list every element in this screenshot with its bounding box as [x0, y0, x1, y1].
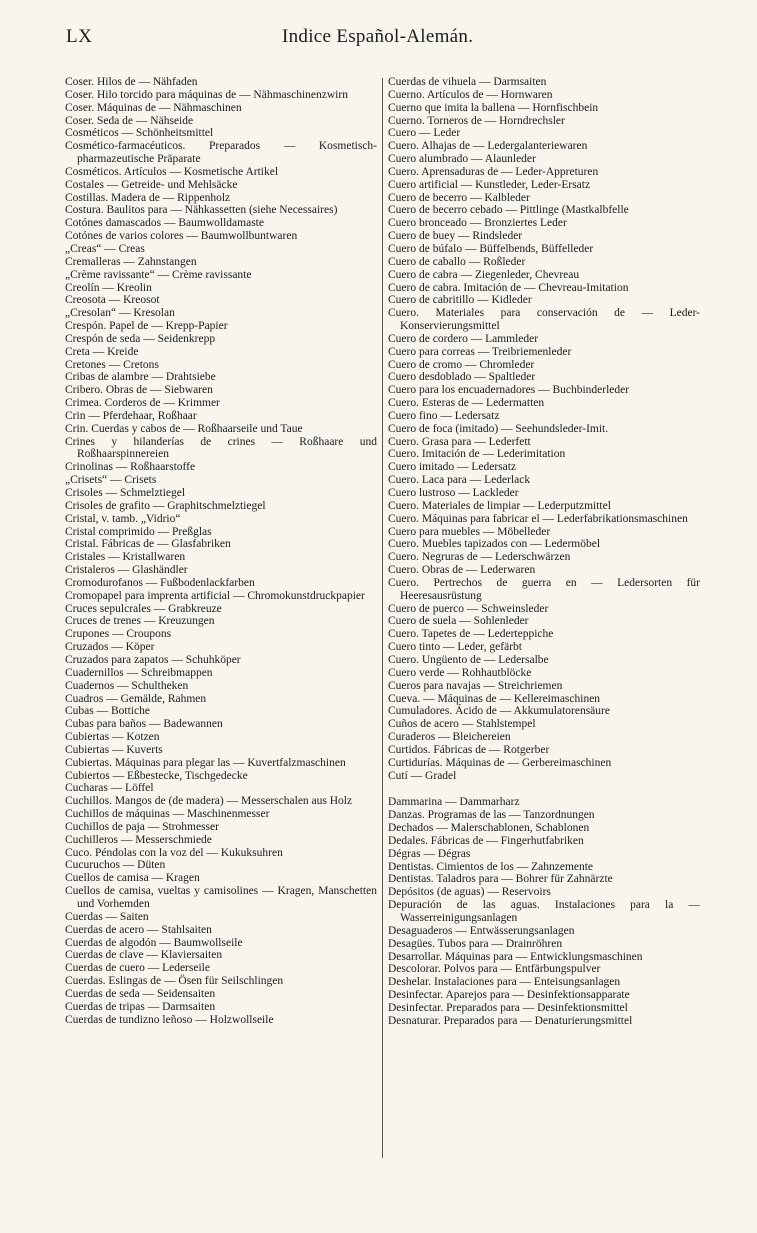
- index-entry: Crupones — Croupons: [65, 628, 172, 641]
- index-entry: Cuero para muebles — Möbelleder: [388, 525, 551, 538]
- index-entry: Crisoles — Schmelztiegel: [65, 487, 186, 499]
- index-entry: Coser. Hilo torcido para máquinas de — Nähmaschinenzwirn: [65, 88, 348, 101]
- index-entry: Cuero verde — Rohhautblöcke: [388, 666, 532, 679]
- index-entry: Cuchillos de paja — Strohmesser: [65, 820, 219, 833]
- index-entry: Dechados — Malerschablonen, Schablonen: [388, 822, 590, 835]
- section-gap: [388, 782, 700, 796]
- index-entry: Danzas. Programas de las — Tanzordnungen: [388, 809, 595, 822]
- left-column: [65, 76, 377, 1026]
- index-entry: Dentistas. Taladros para — Bohrer für Zahnärzte: [388, 873, 613, 886]
- index-entry: Cuero. Máquinas para fabricar el — Lederfabrikationsmaschinen: [388, 512, 688, 525]
- index-entry: Cuero para correas — Treibriemenleder: [388, 345, 572, 358]
- column-divider: [382, 78, 383, 1158]
- index-entry: Desagües. Tubos para — Drainröhren: [388, 937, 563, 950]
- index-entry: Cucharas — Löffel: [65, 782, 154, 795]
- index-entry: Cosméticos — Schönheitsmittel: [65, 127, 214, 140]
- index-entry: Cribas de alambre — Drahtsiebe: [65, 371, 216, 384]
- index-entry: Cruces de trenes — Kreuzungen: [65, 615, 215, 628]
- index-entry: Cuchillos. Mangos de (de madera) — Messerschalen aus Holz: [65, 795, 353, 808]
- index-entry: Cuerdas de cuero — Lederseile: [65, 962, 210, 975]
- index-entry: Cuero de cromo — Chromleder: [388, 358, 535, 371]
- index-entry: Crin. Cuerdas y cabos de — Roßhaarseile und Taue: [65, 422, 303, 435]
- index-entry: Cuero. Negruras de — Lederschwärzen: [388, 551, 571, 564]
- index-entry: Cuero. Grasa para — Lederfett: [388, 435, 531, 448]
- index-entry: Desinfectar. Aparejos para — Desinfektionsapparate: [388, 989, 630, 1002]
- index-entry: Cruces sepulcrales — Grabkreuze: [65, 602, 222, 615]
- index-entry: Cucuruchos — Düten: [65, 859, 166, 872]
- index-entry: Cuerdas — Saiten: [65, 910, 149, 923]
- index-entry: Curtidos. Fábricas de — Rotgerber: [388, 743, 550, 756]
- index-entry: Cotónes de varios colores — Baumwollbuntwaren: [65, 230, 298, 243]
- page-title: Indice Español-Alemán.: [282, 26, 474, 47]
- index-entry: Cueva. — Máquinas de — Kellereimaschinen: [388, 692, 601, 705]
- index-entry: Desarrollar. Máquinas para — Entwicklungsmaschinen: [388, 950, 643, 963]
- index-entry: Cristaleros — Glashändler: [65, 564, 188, 577]
- index-entry: Cuero bronceado — Bronziertes Leder: [388, 217, 567, 230]
- index-entry: Cumuladores. Ácido de — Akkumulatorensäure: [388, 705, 610, 718]
- index-entry: Cuero imitado — Ledersatz: [388, 461, 517, 474]
- index-entry: Cuadernos — Schultheken: [65, 679, 189, 692]
- index-entry: Descolorar. Polvos para — Entfärbungspulver: [388, 963, 601, 976]
- index-entry: Cuero. Muebles tapizados con — Ledermöbel: [388, 538, 601, 551]
- index-entry: Cuero de cordero — Lammleder: [388, 332, 539, 345]
- index-entry: Desaguaderos — Entwässerungsanlagen: [388, 924, 575, 937]
- index-entry: Crines y hilanderías de crines — Roßhaare und Roßhaarspinnereien: [65, 435, 377, 461]
- index-entry: Cuellos de camisa, vueltas y camisolines — Kragen, Manschetten und Vorhemden: [65, 885, 377, 910]
- index-entry: Cuero de puerco — Schweinsleder: [388, 602, 549, 615]
- index-entry: Cueros para navajas — Streichriemen: [388, 679, 563, 692]
- index-entry: Crisoles de grafito — Graphitschmelztiegel: [65, 499, 266, 512]
- index-entry: Cuero. Aprensaduras de — Leder-Appreturen: [388, 165, 599, 178]
- index-entry: Cuero. Tapetes de — Lederteppiche: [388, 628, 554, 641]
- index-entry: Cuco. Péndolas con la voz del — Kukuksuhren: [65, 846, 283, 859]
- index-entry: Cubiertas — Kuverts: [65, 743, 163, 756]
- right-column: [388, 76, 700, 1028]
- index-entry: Curaderos — Bleichereien: [388, 731, 511, 744]
- index-entry: Cuero de becerro cebado — Pittlinge (Mastkalbfelle: [388, 204, 629, 217]
- index-entry: Dedales. Fábricas de — Fingerhutfabriken: [388, 834, 584, 847]
- index-entry: Cuero de buey — Rindsleder: [388, 230, 523, 243]
- index-entry: Dégras — Dégras: [388, 847, 471, 860]
- index-entry: Cuadros — Gemälde, Rahmen: [65, 692, 207, 705]
- index-entry: Cubiertas — Kotzen: [65, 731, 160, 744]
- index-entry: Cristal, v. tamb. „Vidrio“: [65, 512, 181, 525]
- index-entry: Cromodurofanos — Fußbodenlackfarben: [65, 576, 255, 589]
- index-entry: Cuños de acero — Stahlstempel: [388, 718, 536, 731]
- index-entry: Cuero de búfalo — Büffelbends, Büffelleder: [388, 242, 594, 255]
- index-entry: Cuero fino — Ledersatz: [388, 409, 500, 422]
- index-entry: Cuero de cabra. Imitación de — Chevreau-Imitation: [388, 281, 629, 294]
- index-entry: Cuerdas de vihuela — Darmsaiten: [388, 76, 547, 88]
- index-entry: Cuero. Obras de — Lederwaren: [388, 564, 536, 577]
- index-entry: Cuero de cabritillo — Kidleder: [388, 294, 532, 307]
- index-entry: Cuerno. Torneros de — Horndrechsler: [388, 114, 565, 127]
- index-entry: „Crisets“ — Crisets: [65, 474, 157, 487]
- index-entry: Cuero. Ungüento de — Ledersalbe: [388, 653, 549, 666]
- index-entry: Coser. Hilos de — Nähfaden: [65, 76, 198, 88]
- index-entry: Desnaturar. Preparados para — Denaturierungsmittel: [388, 1014, 633, 1027]
- index-entry: Depuración de las aguas. Instalaciones para la — Wasserreinigungsanlagen: [388, 899, 700, 924]
- index-entry: Costales — Getreide- und Mehlsäcke: [65, 178, 238, 191]
- index-entry: Cruzados para zapatos — Schuhköper: [65, 653, 241, 666]
- index-entry: Cuerno que imita la ballena — Hornfischbein: [388, 101, 599, 114]
- index-entry: Coser. Seda de — Nähseide: [65, 114, 194, 127]
- index-entry: „Crème ravissante“ — Crème ravissante: [65, 268, 252, 281]
- index-entry: Creta — Kreide: [65, 345, 139, 358]
- index-entry: Cuero. Materiales para conservación de — Leder-Konservierungsmittel: [388, 307, 700, 333]
- index-entry: Cremalleras — Zahnstangen: [65, 255, 197, 268]
- index-entry: Cubas para baños — Badewannen: [65, 718, 223, 731]
- index-entry: Cuero. Laca para — Lederlack: [388, 474, 531, 487]
- index-entry: Cuero. Pertrechos de guerra en — Ledersorten für Heeresausrüstung: [388, 576, 700, 602]
- index-entry: Cruzados — Köper: [65, 641, 155, 654]
- index-entry: Cuero de suela — Sohlenleder: [388, 615, 529, 628]
- index-entry: Cuerdas de acero — Stahlsaiten: [65, 923, 212, 936]
- page-number: LX: [66, 26, 93, 47]
- index-entry: Cuero de caballo — Roßleder: [388, 255, 526, 268]
- index-entry: Cristales — Kristallwaren: [65, 551, 186, 564]
- index-entry: Crimea. Corderos de — Krimmer: [65, 397, 220, 410]
- index-entry: Cristal. Fábricas de — Glasfabriken: [65, 538, 231, 551]
- index-entry: Cuero — Leder: [388, 127, 461, 140]
- index-entry: Cubas — Bottiche: [65, 705, 150, 718]
- index-entry: Cuero para los encuadernadores — Buchbinderleder: [388, 384, 630, 397]
- index-entry: Cuchilleros — Messerschmiede: [65, 833, 212, 846]
- index-entry: Cuero. Alhajas de — Ledergalanteriewaren: [388, 140, 588, 153]
- index-entry: Crinolinas — Roßhaarstoffe: [65, 461, 196, 474]
- index-entry: Cuchillos de máquinas — Maschinenmesser: [65, 808, 270, 821]
- index-entry: Cuellos de camisa — Kragen: [65, 872, 200, 885]
- index-entry: Dentistas. Cimientos de los — Zahnzemente: [388, 860, 594, 873]
- index-entry: Dammarina — Dammarharz: [388, 796, 520, 809]
- index-entry: Crespón de seda — Seidenkrepp: [65, 332, 216, 345]
- index-entry: Costillas. Madera de — Rippenholz: [65, 191, 231, 204]
- index-entry: Cuerdas de tripas — Darmsaiten: [65, 1000, 216, 1013]
- index-entry: Curtidurías. Máquinas de — Gerbereimaschinen: [388, 756, 612, 769]
- index-entry: Deshelar. Instalaciones para — Enteisungsanlagen: [388, 976, 621, 989]
- index-entry: Cuerdas de clave — Klaviersaiten: [65, 949, 223, 962]
- index-entry: Cutí — Gradel: [388, 769, 457, 782]
- index-entry: Cubiertas. Máquinas para plegar las — Kuvertfalzmaschinen: [65, 756, 346, 769]
- index-entry: Cretones — Cretons: [65, 358, 159, 371]
- index-entry: „Cresolan“ — Kresolan: [65, 307, 175, 320]
- index-entry: Cuerno. Artículos de — Hornwaren: [388, 88, 553, 101]
- index-entry: Desinfectar. Preparados para — Desinfektionsmittel: [388, 1001, 628, 1014]
- index-entry: Cubiertos — Eßbestecke, Tischgedecke: [65, 769, 248, 782]
- index-entry: Cuero de becerro — Kalbleder: [388, 191, 530, 204]
- index-entry: Cribero. Obras de — Siebwaren: [65, 384, 213, 397]
- index-entry: Creosota — Kreosot: [65, 294, 160, 307]
- index-entry: Cuerdas de algodón — Baumwollseile: [65, 936, 243, 949]
- index-entry: Cristal comprimido — Preßglas: [65, 525, 212, 538]
- index-entry: Cosmético-farmacéuticos. Preparados — Kosmetisch-pharmazeutische Präparate: [65, 140, 377, 166]
- index-entry: Cromopapel para imprenta artificial — Chromokunstdruckpapier: [65, 589, 365, 602]
- index-entry: Coser. Máquinas de — Nähmaschinen: [65, 101, 242, 114]
- index-entry: Cuero desdoblado — Spaltleder: [388, 371, 536, 384]
- index-entry: Cuero artificial — Kunstleder, Leder-Ersatz: [388, 178, 591, 191]
- index-entry: Cotónes damascados — Baumwolldamaste: [65, 217, 264, 230]
- index-entry: Cuerdas. Eslingas de — Ösen für Seilschlingen: [65, 975, 284, 988]
- index-entry: Cuerdas de seda — Seidensaiten: [65, 987, 216, 1000]
- index-entry: Cuero de foca (imitado) — Seehundsleder-Imit.: [388, 422, 609, 435]
- index-entry: Cuero. Imitación de — Lederimitation: [388, 448, 566, 461]
- index-entry: Crespón. Papel de — Krepp-Papier: [65, 320, 228, 333]
- index-entry: Cuerdas de tundizno leñoso — Holzwollseile: [65, 1013, 274, 1026]
- index-entry: Cuero de cabra — Ziegenleder, Chevreau: [388, 268, 580, 281]
- index-entry: Costura. Baulitos para — Nähkassetten (siehe Necessaires): [65, 204, 338, 217]
- index-entry: Cuero lustroso — Lackleder: [388, 487, 519, 499]
- index-entry: Cuadernillos — Schreibmappen: [65, 666, 213, 679]
- index-entry: Cuero tinto — Leder, gefärbt: [388, 641, 522, 654]
- index-entry: Depósitos (de aguas) — Reservoirs: [388, 886, 551, 899]
- index-entry: „Creas“ — Creas: [65, 242, 145, 255]
- index-entry: Cuero. Materiales de limpiar — Lederputzmittel: [388, 499, 611, 512]
- index-entry: Cosméticos. Artículos — Kosmetische Artikel: [65, 165, 279, 178]
- index-entry: Cuero alumbrado — Alaunleder: [388, 153, 536, 166]
- index-entry: Crin — Pferdehaar, Roßhaar: [65, 409, 197, 422]
- index-entry: Cuero. Esteras de — Ledermatten: [388, 397, 545, 410]
- index-entry: Creolín — Kreolin: [65, 281, 152, 294]
